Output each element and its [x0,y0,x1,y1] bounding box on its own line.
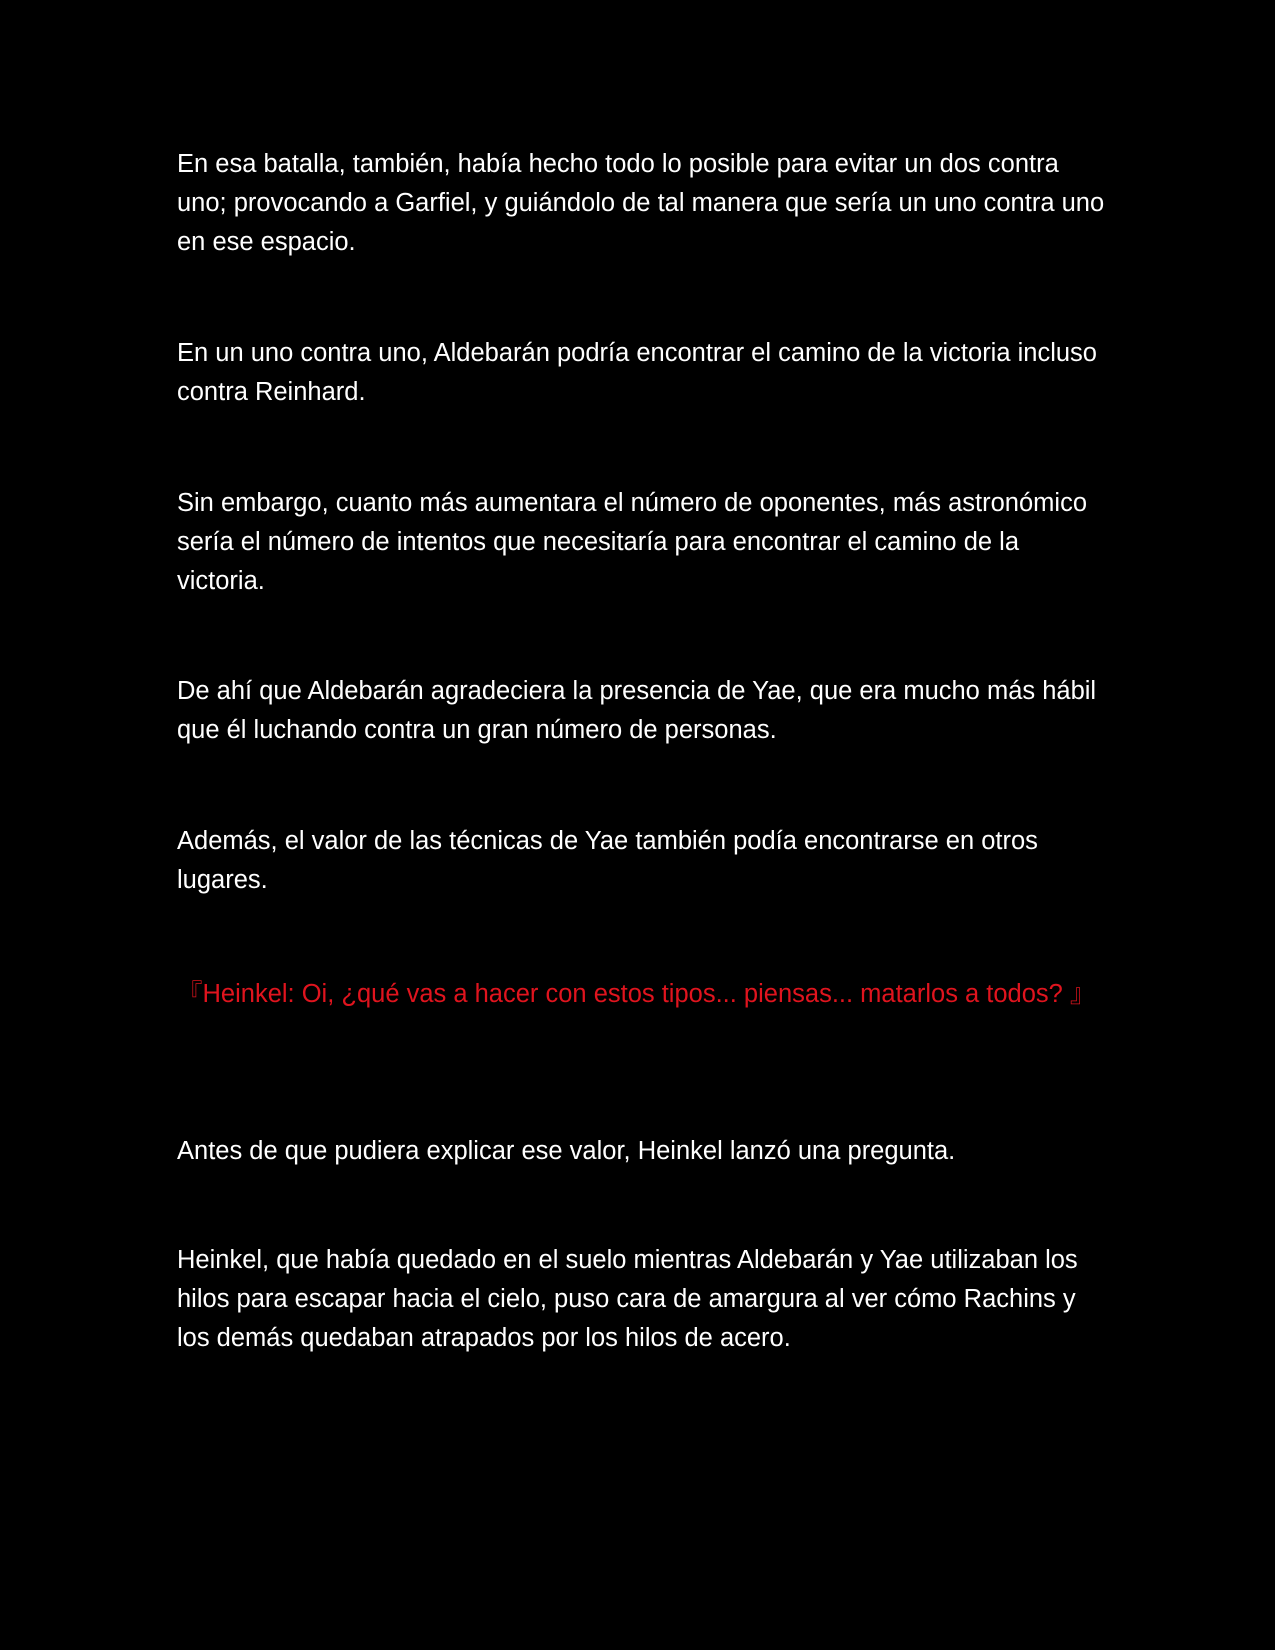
narration-paragraph-3: Sin embargo, cuanto más aumentara el número de oponentes, más astronómico sería el número de intentos que necesitaría para encontrar el camino de la victoria. [177,489,1088,595]
dialogue-line-heinkel: 『Heinkel: Oi, ¿qué vas a hacer con estos tipos... piensas... matarlos a todos? 』 [177,980,1096,1008]
narration-paragraph-5: Además, el valor de las técnicas de Yae también podía encontrarse en otros lugares. [177,827,1038,894]
narration-paragraph-4: De ahí que Aldebarán agradeciera la presencia de Yae, que era mucho más hábil que él luchando contra un gran número de personas. [177,677,1097,744]
narration-paragraph-6: Antes de que pudiera explicar ese valor, Heinkel lanzó una pregunta. [177,1137,956,1165]
narration-paragraph-1: En esa batalla, también, había hecho todo lo posible para evitar un dos contra uno; provocando a Garfiel, y guiándolo de tal manera que sería un uno contra uno en ese espacio. [177,150,1105,256]
narration-paragraph-7: Heinkel, que había quedado en el suelo mientras Aldebarán y Yae utilizaban los hilos para escapar hacia el cielo, puso cara de amargura al ver cómo Rachins y los demás quedaban atrapados por los hilos de acero. [177,1246,1078,1352]
narration-paragraph-2: En un uno contra uno, Aldebarán podría encontrar el camino de la victoria incluso contra Reinhard. [177,339,1097,406]
